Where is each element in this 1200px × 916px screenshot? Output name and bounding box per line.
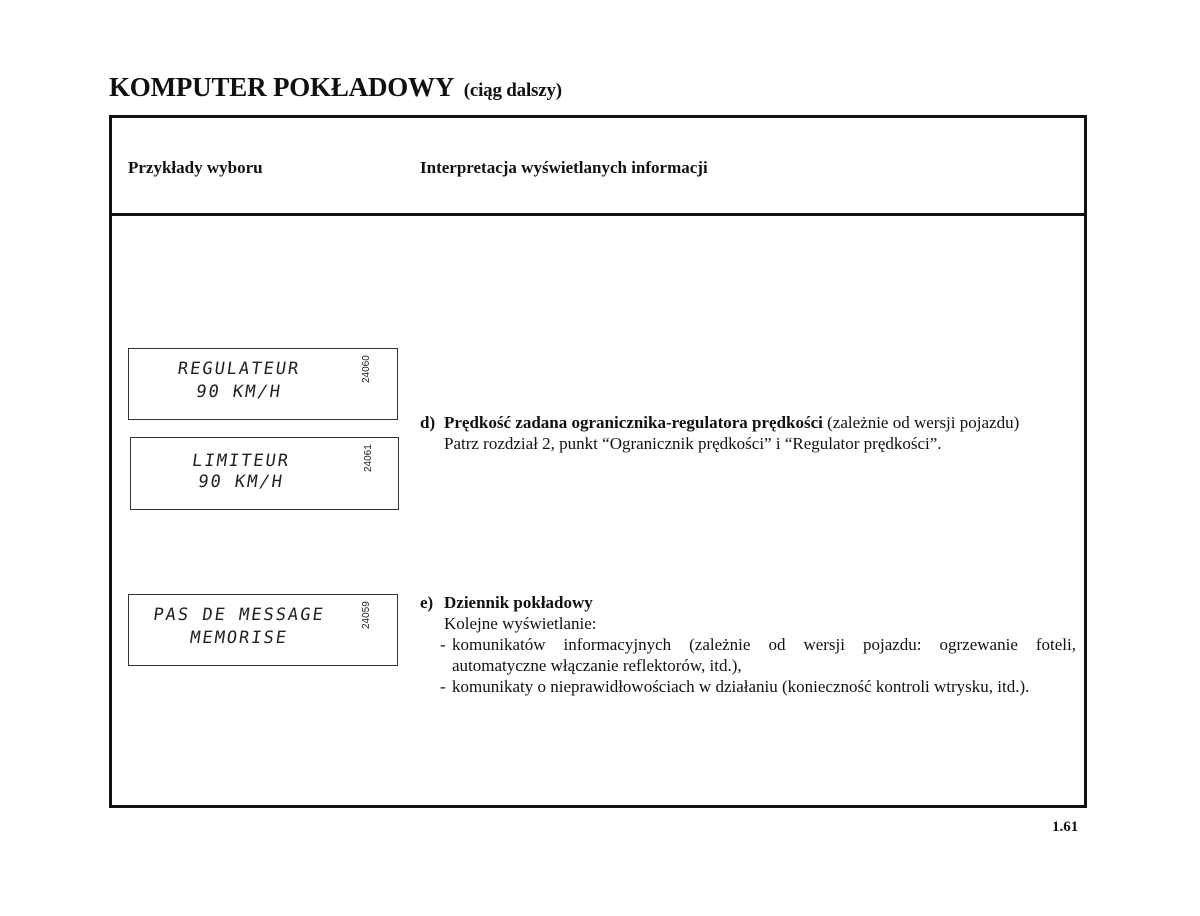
list-item: - komunikaty o nieprawidłowościach w działaniu (konieczność kontroli wtrysku, itd.). <box>440 677 1030 696</box>
lcd-line-2: 90 KM/H <box>194 382 284 402</box>
page-title-sub: (ciąg dalszy) <box>463 80 562 101</box>
lcd-display-limiteur <box>130 437 399 510</box>
list-item-text: komunikaty o nieprawidłowościach w działaniu (konieczność kontroli wtrysku, itd.). <box>452 677 1030 696</box>
item-text: Patrz rozdział 2, punkt “Ogranicznik prędkości” i “Regulator prędkości”. <box>444 434 942 453</box>
item-heading: Dziennik pokładowy <box>444 593 593 612</box>
item-marker: d) <box>420 413 436 432</box>
figure-code: 24061 <box>363 444 374 472</box>
lcd-line-1: PAS DE MESSAGE <box>151 605 327 625</box>
page-title <box>109 72 562 103</box>
list-item-text: komunikatów informacyjnych (zależnie od wersji pojazdu: ogrzewanie foteli, automatyczne włączanie reflektorów, itd.), <box>452 635 1076 675</box>
header-divider <box>112 213 1084 216</box>
lcd-line-2: 90 KM/H <box>196 472 286 492</box>
lcd-line-1: LIMITEUR <box>190 451 292 471</box>
column-header-interpretation: Interpretacja wyświetlanych informacji <box>420 158 708 177</box>
item-intro: Kolejne wyświetlanie: <box>444 614 597 633</box>
page-number: 1.61 <box>1052 819 1079 835</box>
page-title-main: KOMPUTER POKŁADOWY <box>109 72 454 102</box>
lcd-display-pas-de-message <box>128 594 398 666</box>
list-item: - komunikatów informacyjnych (zależnie od wersji pojazdu: ogrzewanie foteli, automatyczne włączanie reflektorów, itd.), <box>440 635 1076 675</box>
lcd-display-regulateur <box>128 348 398 420</box>
item-d <box>420 412 1076 454</box>
item-e <box>420 592 1076 697</box>
item-heading-note: (zależnie od wersji pojazdu) <box>822 413 1020 432</box>
lcd-line-1: REGULATEUR <box>176 359 302 379</box>
figure-code: 24060 <box>361 355 372 383</box>
item-heading: Prędkość zadana ogranicznika-regulatora prędkości <box>444 413 823 432</box>
item-marker: e) <box>420 593 434 612</box>
column-header-examples: Przykłady wyboru <box>128 158 263 177</box>
lcd-line-2: MEMORISE <box>188 628 290 648</box>
content-table <box>109 115 1087 808</box>
figure-code: 24059 <box>361 601 372 629</box>
